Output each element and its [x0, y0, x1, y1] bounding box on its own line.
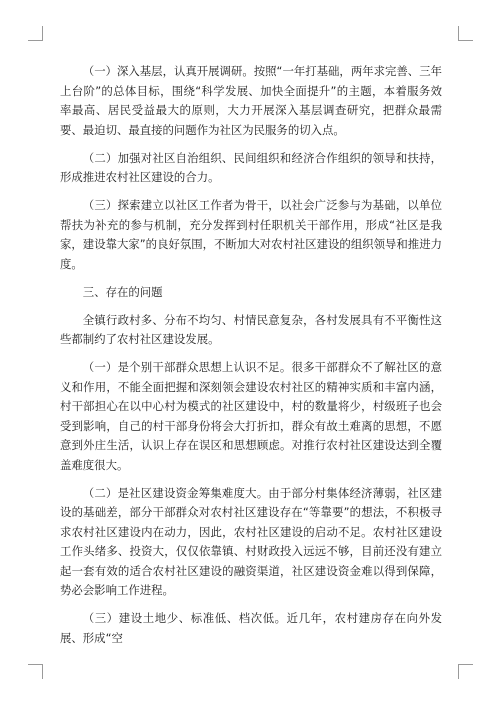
paragraph-awareness-insufficient: （一）是个别干部群众思想上认识不足。很多干部群众不了解社区的意义和作用，不能全面把握和深刻领会建设农村社区的精神实质和丰富内涵，村干部担心在以中心村为模式的社区建设中，村的数量将少，村级班子也会受到影响，自己的村干部身份将会大打折扣，群众有故土难离的思想，不愿意到外庄生活，认识上存在误区和思想顾虑。对推行农村社区建设达到全覆盖难度很大。 — [60, 360, 442, 472]
paragraph-support-organizations: （二）加强对社区自治组织、民间组织和经济合作组织的领导和扶持，形成推进农村社区建设的合力。 — [60, 150, 442, 184]
paragraph-land-standards: （三）建设土地少、标准低、档次低。近几年，农村建房存在向外发展、形成“空 — [60, 611, 442, 645]
document-body — [60, 62, 442, 657]
crop-mark-bottom-right — [458, 664, 473, 679]
crop-mark-bottom-left — [28, 664, 43, 679]
section-heading-problems: 三、存在的问题 — [82, 284, 163, 299]
paragraph-town-overview: 全镇行政村多、分布不均匀、村情民意复杂，各村发展具有不平衡性这些都制约了农村社区建设发展。 — [60, 312, 442, 346]
paragraph-funding-difficulty: （二）是社区建设资金筹集难度大。由于部分村集体经济薄弱，社区建设的基础差，部分干部群众对农村社区建设存在“等靠要”的想法，不积极寻求农村社区建设内在动力，因此，农村社区建设的启动不足。农村社区建设工作头绪多、投资大，仅仅依靠镇、村财政投入远远不够，目前还没有建立起一套有效的适合农村社区建设的融资渠道，社区建设资金难以得到保障，势必会影响工作进程。 — [60, 485, 442, 597]
paragraph-deep-grassroots: （一）深入基层，认真开展调研。按照“一年打基础，两年求完善、三年上台阶”的总体目标，围绕“科学发展、加快全面提升”的主题，本着服务效率最高、居民受益最大的原则，大力开展深入基层调查研究，把群众最需要、最迫切、最直接的问题作为社区为民服务的切入点。 — [60, 64, 442, 137]
crop-mark-top-right — [458, 26, 473, 41]
crop-mark-top-left — [28, 26, 43, 41]
paragraph-participation-mechanism: （三）探索建立以社区工作者为骨干，以社会广泛参与为基础，以单位帮扶为补充的参与机制，充分发挥到村任职机关干部作用，形成“社区是我家，建设靠大家”的良好氛围，不断加大对农村社区建设的组织领导和推进力度。 — [60, 198, 442, 271]
